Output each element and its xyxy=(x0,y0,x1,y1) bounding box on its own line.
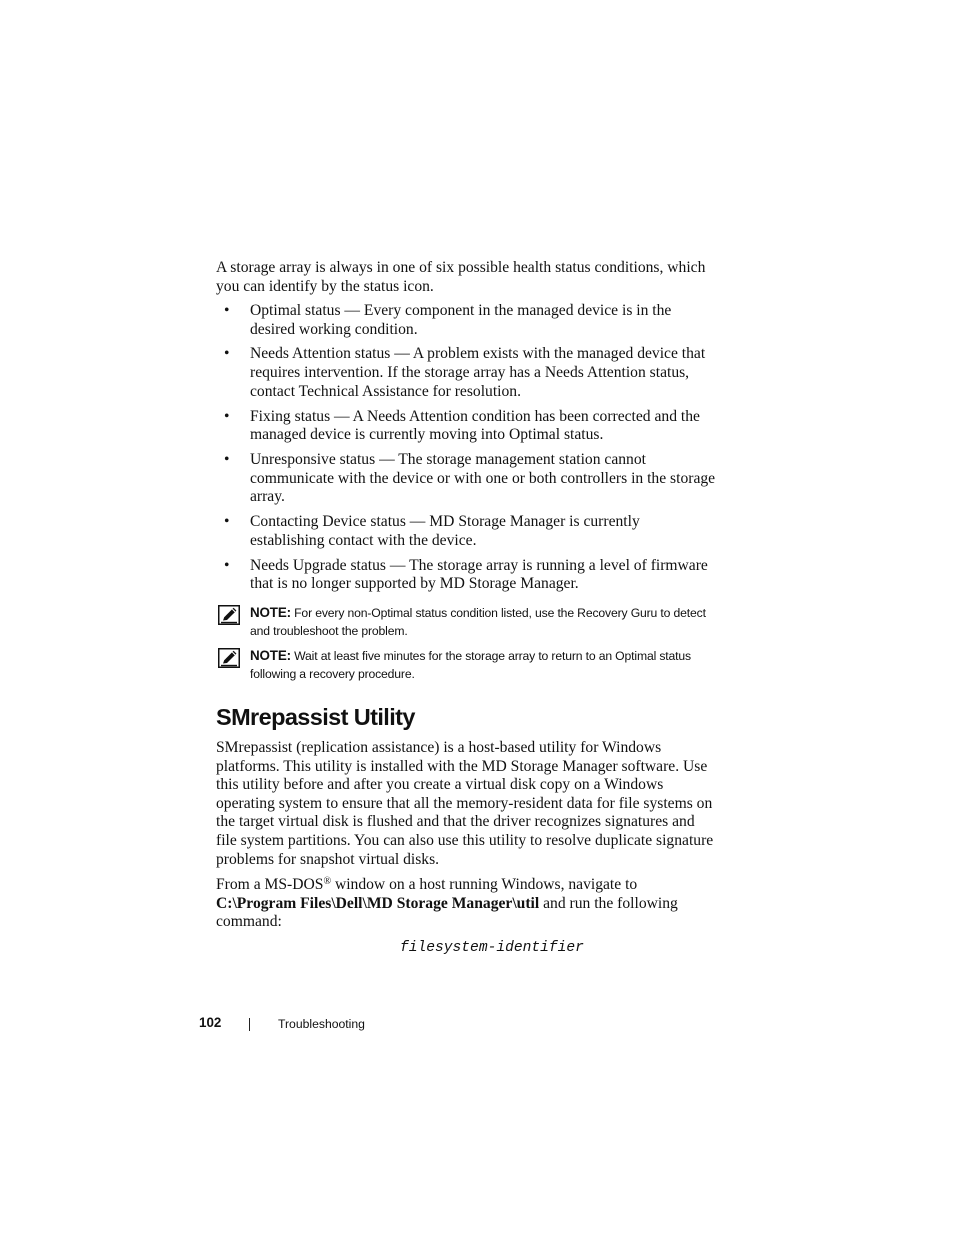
bullet-icon: • xyxy=(224,407,230,425)
install-path: C:\Program Files\Dell\MD Storage Manager\util xyxy=(216,894,540,912)
section-heading: SMrepassist Utility xyxy=(216,704,415,730)
paragraph-tail: and run the following command: xyxy=(216,894,678,931)
list-item-text: Optimal status — Every component in the managed device is in the desired working condition. xyxy=(250,302,672,338)
bullet-icon: • xyxy=(224,556,230,574)
list-item-text: Unresponsive status — The storage management station cannot communicate with the device or with one or both controllers in the storage array. xyxy=(250,451,716,506)
status-list xyxy=(216,302,716,600)
note-text xyxy=(250,647,716,683)
footer-divider xyxy=(249,1018,250,1031)
page-number: 102 xyxy=(199,1015,222,1030)
pencil-note-icon xyxy=(218,648,240,668)
list-item-text: Fixing status — A Needs Attention condition has been corrected and the managed device is currently moving into Optimal status. xyxy=(250,407,700,444)
list-item xyxy=(216,513,716,550)
list-item xyxy=(216,557,716,594)
paragraph-middle: window on a host running Windows, navigate to xyxy=(331,876,638,893)
note-text xyxy=(250,604,716,640)
list-item xyxy=(216,345,716,401)
pencil-note-icon xyxy=(218,605,240,625)
list-item-text: Needs Upgrade status — The storage array is running a level of firmware that is no longer supported by MD Storage Manager. xyxy=(250,556,708,593)
intro-paragraph: A storage array is always in one of six possible health status conditions, which you can identify by the status icon. xyxy=(216,259,706,295)
bullet-icon: • xyxy=(224,451,230,469)
bullet-icon: • xyxy=(224,345,230,363)
list-item-text: Contacting Device status — MD Storage Manager is currently establishing contact with the device. xyxy=(250,513,640,549)
note-label: NOTE: xyxy=(250,605,291,620)
bullet-icon: • xyxy=(224,513,230,531)
note-label: NOTE: xyxy=(250,648,291,663)
body-paragraph: SMrepassist (replication assistance) is a host-based utility for Windows platforms. This utility is installed with the MD Storage Manager software. Use this utility before and after you create a virtual disk copy on a Windows operating system to ensure that all the memory-resident data for file systems on the target virtual disk is flushed and that the driver recognizes signatures and file system partitions. You can also use this utility to resolve duplicate signature problems for snapshot virtual disks. xyxy=(216,739,714,868)
footer-section-name: Troubleshooting xyxy=(278,1017,365,1031)
list-item-text: Needs Attention status — A problem exists with the managed device that requires intervention. If the storage array has a Needs Attention status, contact Technical Assistance for resolution. xyxy=(250,345,706,400)
registered-mark: ® xyxy=(323,876,332,887)
note-body: Wait at least five minutes for the storage array to return to an Optimal status following a recovery procedure. xyxy=(250,649,691,681)
paragraph-lead: From a MS-DOS xyxy=(216,876,324,893)
bullet-icon: • xyxy=(224,302,230,319)
list-item xyxy=(216,451,716,507)
navigation-paragraph xyxy=(216,876,716,932)
list-item xyxy=(216,408,716,445)
note-box xyxy=(216,647,716,683)
command-text: filesystem-identifier xyxy=(400,940,584,956)
note-body: For every non-Optimal status condition listed, use the Recovery Guru to detect and troubleshoot the problem. xyxy=(250,606,706,638)
list-item xyxy=(216,302,716,339)
note-box xyxy=(216,604,716,640)
